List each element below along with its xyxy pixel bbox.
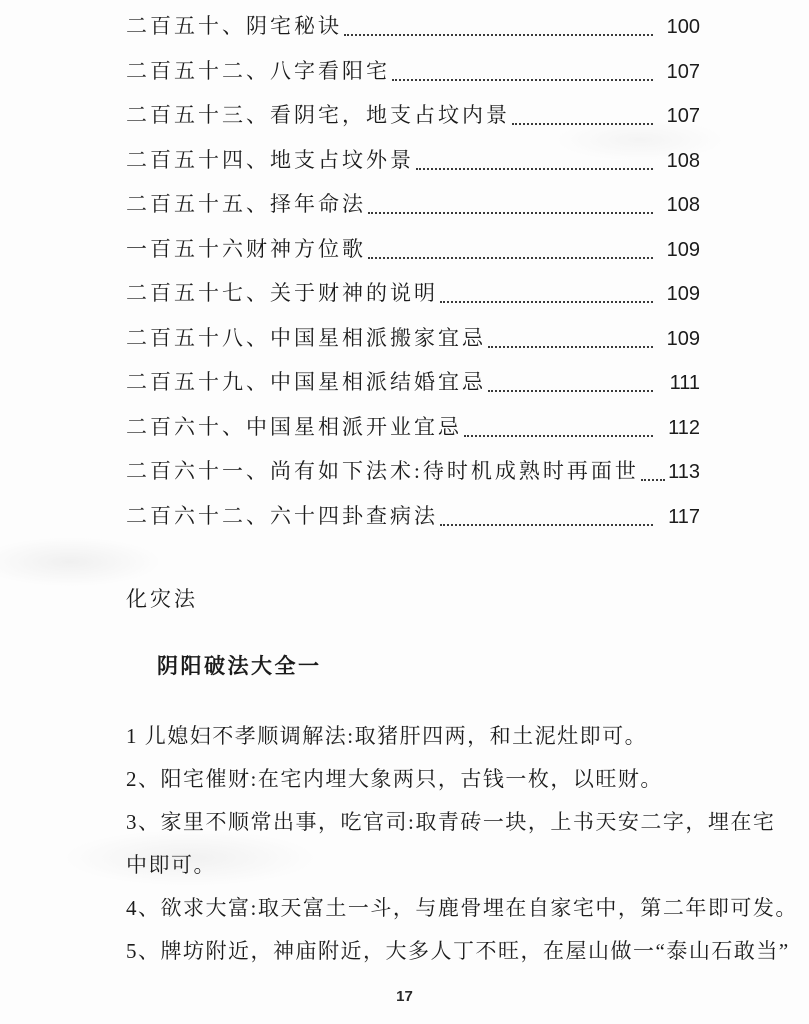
- toc-entry-title: 二百五十三、看阴宅，地支占坟内景: [126, 103, 510, 127]
- toc-entry-page-number: 107: [666, 60, 700, 83]
- toc-entry-page-number: 108: [666, 149, 700, 172]
- toc-entry-page-number: 111: [669, 372, 700, 394]
- dot-leader: [368, 257, 653, 259]
- toc-entry: [126, 237, 700, 262]
- toc-entry-page-number: 109: [666, 283, 700, 305]
- body-line: 2、阳宅催财:在宅内埋大象两只，古钱一枚，以旺财。: [126, 767, 663, 791]
- toc-entry-title: 二百五十、阴宅秘诀: [126, 14, 342, 38]
- toc-entry-title: 二百六十一、尚有如下法术:待时机成熟时再面世: [126, 459, 639, 483]
- dot-leader: [392, 79, 653, 81]
- footer-page-number: 17: [396, 988, 413, 1005]
- toc-entry-title: 二百五十八、中国星相派搬家宜忌: [126, 325, 486, 350]
- toc-entry-title: 一百五十六财神方位歌: [126, 236, 366, 261]
- toc-entry-title: 二百五十七、关于财神的说明: [126, 281, 438, 305]
- body-line: 4、欲求大富:取天富土一斗，与鹿骨埋在自家宅中，第二年即可发。: [126, 896, 798, 920]
- subsection-heading: 阴阳破法大全一: [157, 654, 322, 678]
- toc-entry-page-number: 107: [666, 105, 700, 127]
- table-of-contents: [126, 14, 700, 548]
- body-line: 1 儿媳妇不孝顺调解法:取猪肝四两，和土泥灶即可。: [126, 724, 648, 748]
- toc-entry: [126, 281, 700, 306]
- dot-leader: [488, 390, 653, 392]
- body-text: [126, 715, 798, 973]
- toc-entry-page-number: 112: [668, 416, 700, 439]
- toc-entry-page-number: 113: [668, 461, 700, 483]
- toc-entry: [126, 415, 700, 440]
- dot-leader: [416, 168, 653, 170]
- toc-entry-page-number: 109: [666, 238, 700, 261]
- section-label: 化灾法: [126, 587, 198, 611]
- dot-leader: [344, 34, 653, 36]
- toc-entry: [126, 103, 700, 128]
- toc-entry-title: 二百五十五、择年命法: [126, 192, 366, 216]
- toc-entry-page-number: 117: [668, 505, 700, 528]
- toc-entry-title: 二百六十二、六十四卦查病法: [126, 503, 438, 528]
- toc-entry: [126, 59, 700, 84]
- dot-leader: [464, 435, 653, 437]
- body-line: 3、家里不顺常出事，吃官司:取青砖一块，上书天安二字，埋在宅: [126, 810, 776, 834]
- dot-leader: [368, 212, 653, 214]
- toc-entry: [126, 192, 700, 217]
- toc-entry: [126, 148, 700, 173]
- toc-entry-title: 二百六十、中国星相派开业宜忌: [126, 414, 462, 439]
- body-line: 中即可。: [126, 853, 216, 877]
- body-line: 5、牌坊附近，神庙附近，大多人丁不旺，在屋山做一“泰山石敢当”: [126, 939, 790, 963]
- toc-entry-page-number: 108: [666, 194, 700, 216]
- toc-entry: [126, 370, 700, 395]
- toc-entry-page-number: 109: [666, 327, 700, 350]
- dot-leader: [512, 123, 653, 125]
- toc-entry: [126, 459, 700, 484]
- toc-entry-title: 二百五十九、中国星相派结婚宜忌: [126, 370, 486, 394]
- toc-entry: [126, 504, 700, 529]
- dot-leader: [440, 301, 653, 303]
- dot-leader: [440, 524, 653, 526]
- toc-entry-page-number: 100: [666, 16, 700, 38]
- toc-entry: [126, 14, 700, 39]
- toc-entry: [126, 326, 700, 351]
- dot-leader: [488, 346, 653, 348]
- toc-entry-title: 二百五十四、地支占坟外景: [126, 147, 414, 172]
- toc-entry-title: 二百五十二、八字看阳宅: [126, 58, 390, 83]
- dot-leader: [641, 479, 665, 481]
